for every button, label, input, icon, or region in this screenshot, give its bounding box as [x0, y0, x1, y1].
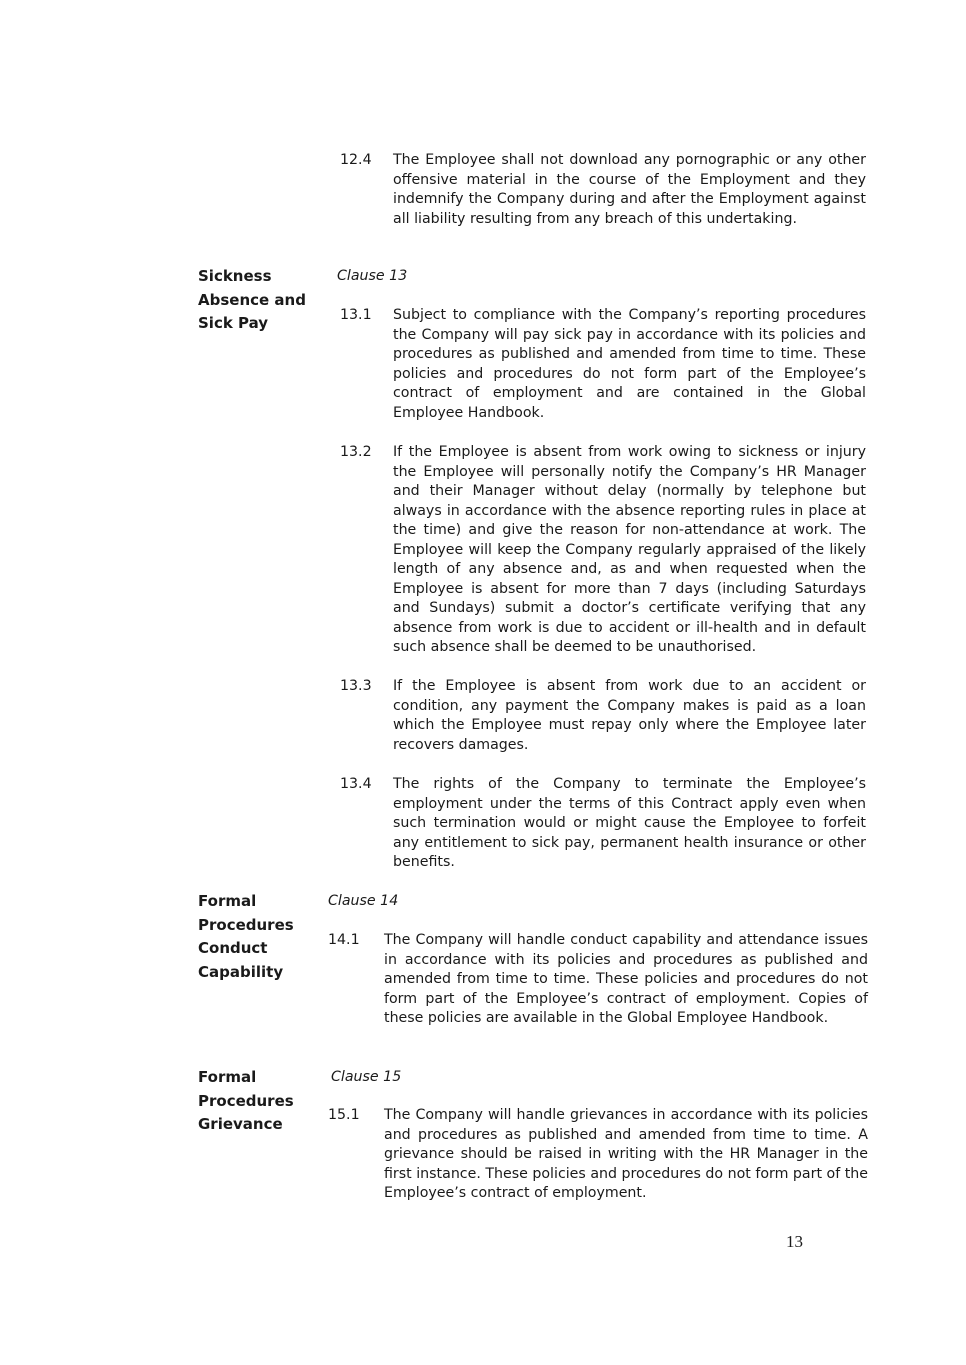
- section-heading: Formal Procedures Grievance: [198, 1068, 294, 1133]
- paragraph-text: The Employee shall not download any pornographic or any other offensive material in the course of the Employment and they indemnify the Company during and after the Employment against all liability resulting from any breach of this undertaking.: [393, 152, 866, 227]
- paragraph-number: 14.1: [328, 932, 360, 948]
- paragraph-number: 13.4: [340, 776, 372, 792]
- paragraph-text: The Company will handle conduct capability and attendance issues in accordance with its policies and procedures as published and amended from time to time. These policies and procedures do not form part of the Employee’s contract of employment. Copies of these policies are available in the Global Employee Handbook.: [384, 932, 868, 1026]
- clause-label: Clause 13: [337, 268, 408, 284]
- paragraph-number: 15.1: [328, 1107, 360, 1123]
- paragraph-number: 12.4: [340, 152, 372, 168]
- section-heading: Sickness Absence and Sick Pay: [198, 267, 306, 332]
- paragraph-number: 13.3: [340, 678, 372, 694]
- clause-label: Clause 14: [328, 893, 399, 909]
- section-heading: Formal Procedures Conduct Capability: [198, 892, 294, 981]
- paragraph-text: If the Employee is absent from work due to an accident or condition, any payment the Company makes is paid as a loan which the Employee must repay only where the Employee later recovers damages.: [393, 678, 866, 753]
- paragraph-text: The rights of the Company to terminate the Employee’s employment under the terms of this Contract apply even when such termination would or might cause the Employee to forfeit any entitlement to sick pay, permanent health insurance or other benefits.: [393, 776, 866, 870]
- paragraph-text: The Company will handle grievances in accordance with its policies and procedures as published and amended from time to time. A grievance should be raised in writing with the HR Manager in the first instance. These policies and procedures do not form part of the Employee’s contract of employment.: [384, 1107, 869, 1201]
- paragraph-number: 13.1: [340, 307, 372, 323]
- paragraph-text: If the Employee is absent from work owing to sickness or injury the Employee will personally notify the Company’s HR Manager and their Manager without delay (normally by telephone but always in accordance with the absence reporting rules in place at the time) and give the reason for non-attendance at work. The Employee will keep the Company regularly appraised of the likely length of any absence and, as and when requested when the Employee is absent for more than 7 days (including Saturdays and Sundays) submit a doctor’s certificate verifying that any absence from work is due to accident or ill-health and in default such absence shall be deemed to be unauthorised.: [393, 444, 866, 655]
- clause-label: Clause 15: [331, 1069, 402, 1085]
- paragraph-number: 13.2: [340, 444, 372, 460]
- page-number: 13: [786, 1232, 803, 1251]
- paragraph-text: Subject to compliance with the Company’s reporting procedures the Company will pay sick pay in accordance with its policies and procedures as published and amended from time to time. These policies and procedures do not form part of the Employee’s contract of employment and are contained in the Global Employee Handbook.: [393, 307, 866, 421]
